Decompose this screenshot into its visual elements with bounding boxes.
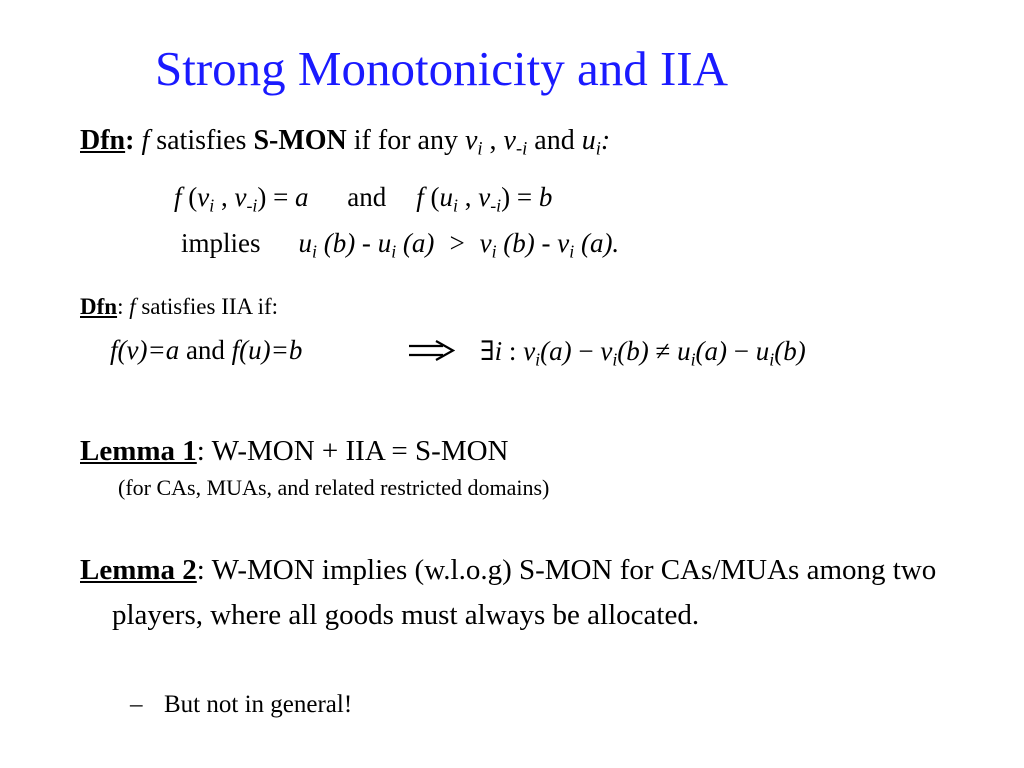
lemma-2 bbox=[80, 548, 992, 638]
lemma-2-bullet: – But not in general! bbox=[130, 691, 353, 718]
iia-dfn-label: Dfn bbox=[80, 294, 118, 319]
iia-premise: f(v)=a and f(u)=b bbox=[110, 335, 303, 365]
lemma-1-text: : W-MON + IIA = S-MON bbox=[196, 435, 509, 467]
lemma-2-label: Lemma 2 bbox=[80, 554, 197, 586]
iia-formula: ∃i : $v_i(a) - v_i(b) \ne u_i(a) - u_i(b)$ bbox=[480, 336, 806, 370]
lemma-1-label: Lemma 1 bbox=[80, 435, 197, 467]
page-title: Strong Monotonicity and IIA bbox=[155, 41, 728, 96]
smon-dfn-label: Dfn bbox=[80, 125, 126, 156]
implies-arrow-icon bbox=[409, 340, 455, 362]
lemma-2-text: : W-MON implies (w.l.o.g) S-MON for CAs/MUAs among two players, where all goods must always be allocated. bbox=[112, 554, 937, 631]
smon-implies-line: implies $u_i$ $(b) - u_i$ $(a) > v_i$ $(b) - v_i$ (a). bbox=[181, 228, 620, 262]
lemma-1-note: (for CAs, MUAs, and related restricted domains) bbox=[118, 475, 550, 500]
smon-condition-line: f ($v_i$ , $v_{-i}) = a$ and f ($u_i$ , $v_{-i}) = b$ bbox=[174, 182, 553, 216]
smon-name: S-MON bbox=[253, 125, 347, 156]
dash-icon: – bbox=[130, 691, 143, 718]
lemma-1 bbox=[80, 434, 509, 469]
smon-definition: Dfn: f satisfies S-MON if for any $v_i$ , $v_{-i}$ and $u_i$: bbox=[80, 125, 611, 159]
iia-definition: Dfn: f satisfies IIA if: bbox=[80, 294, 279, 319]
